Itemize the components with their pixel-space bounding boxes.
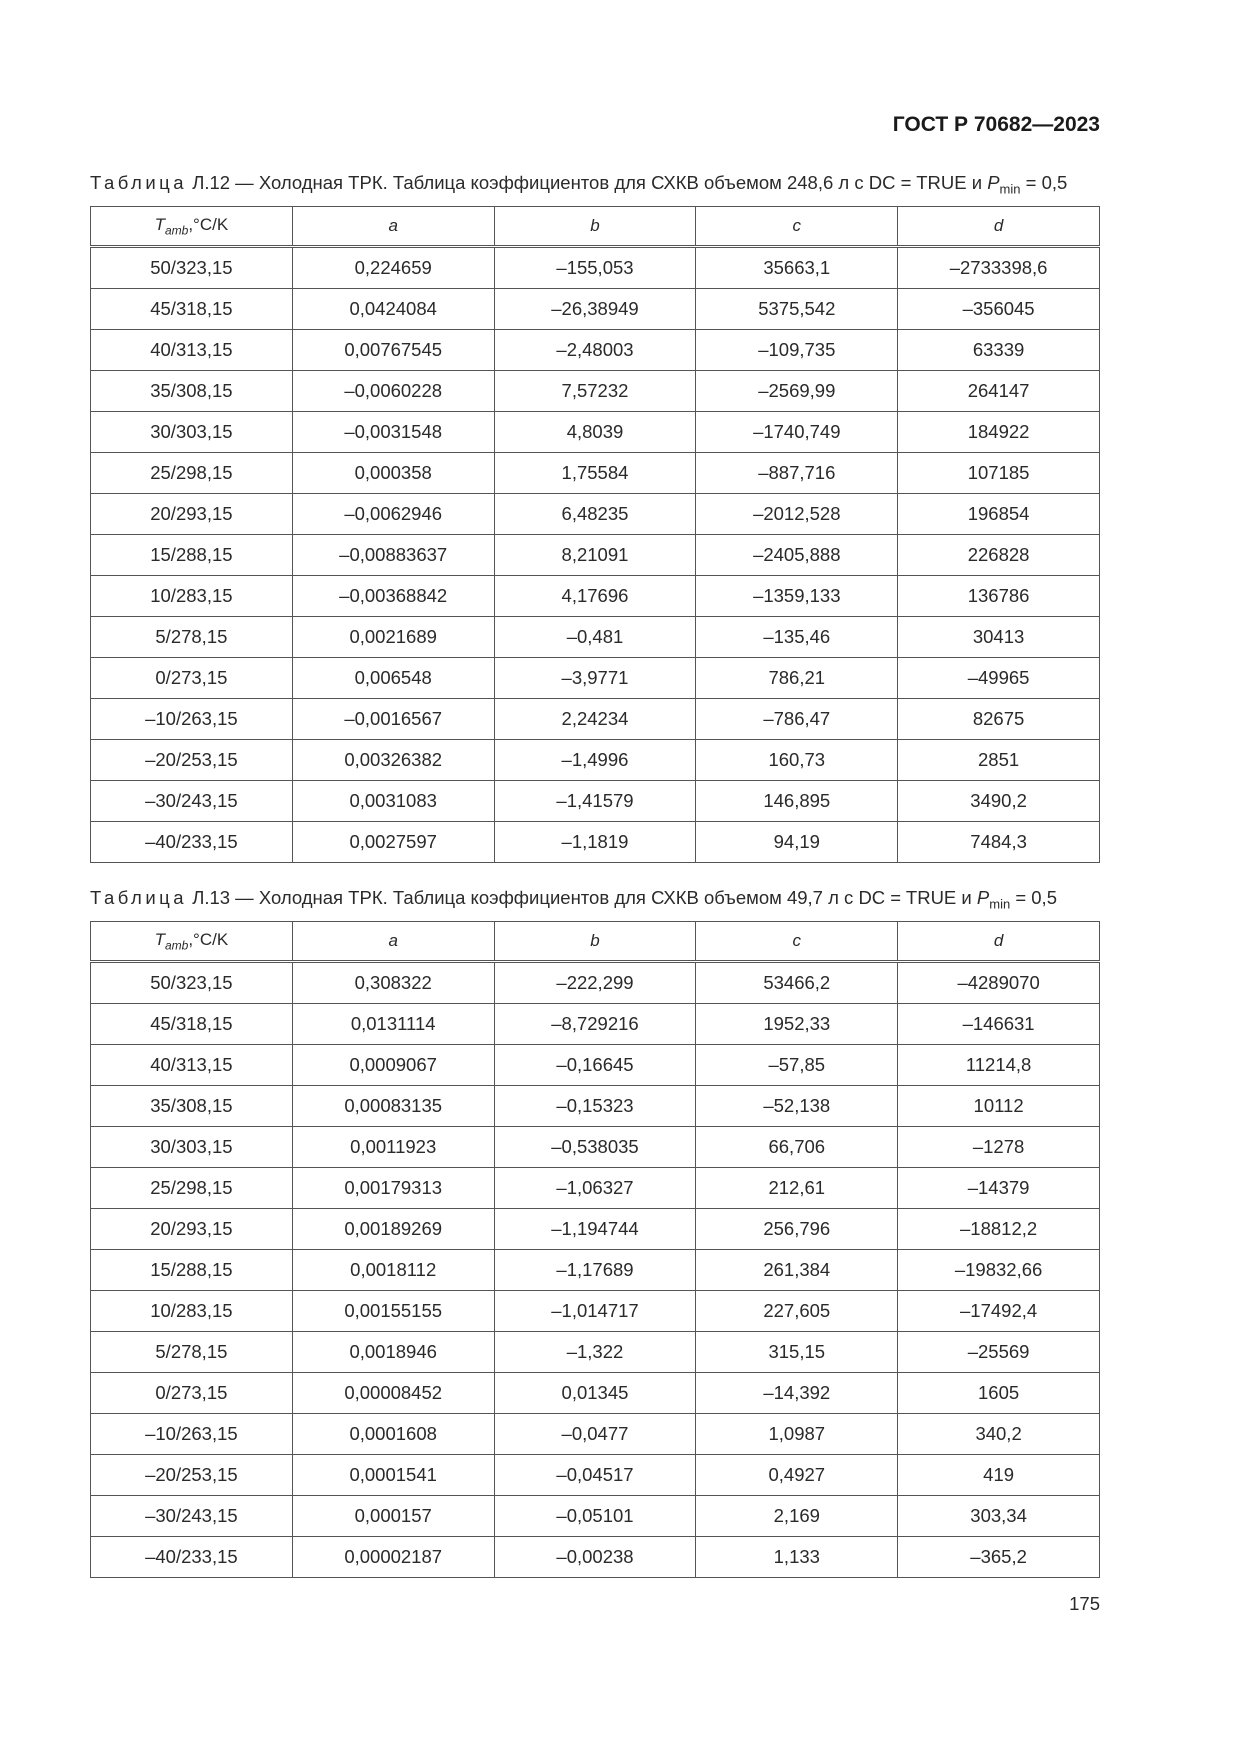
table-row: [91, 1291, 1100, 1332]
table2-caption-sub: min: [989, 896, 1011, 912]
table-cell: –0,00368842: [292, 576, 494, 617]
table-cell: 1605: [898, 1373, 1100, 1414]
table-row: [91, 330, 1100, 371]
table-cell: 0,0027597: [292, 822, 494, 863]
table-cell: 146,895: [696, 781, 898, 822]
table2-header-t-unit: ,°C/K: [188, 929, 229, 949]
table-cell: –1,014717: [494, 1291, 696, 1332]
table2-caption-text: Л.13 — Холодная ТРК. Таблица коэффициентов для СХКВ объемом 49,7 л с DC = TRUE и: [192, 887, 977, 908]
table1-caption-prefix: Таблица: [90, 172, 188, 193]
table2-header-c: c: [696, 922, 898, 962]
table-cell: 63339: [898, 330, 1100, 371]
table-cell: 53466,2: [696, 962, 898, 1004]
table1-caption-text: Л.12 — Холодная ТРК. Таблица коэффициентов для СХКВ объемом 248,6 л с DC = TRUE и: [192, 172, 988, 193]
table-cell: 30/303,15: [91, 412, 293, 453]
table-cell: –20/253,15: [91, 1455, 293, 1496]
table-cell: –887,716: [696, 453, 898, 494]
table-cell: 786,21: [696, 658, 898, 699]
table-cell: 0,0018112: [292, 1250, 494, 1291]
table2-header-t-sub: amb: [164, 938, 189, 953]
table-cell: 0,0021689: [292, 617, 494, 658]
table-row: [91, 412, 1100, 453]
table-cell: 256,796: [696, 1209, 898, 1250]
table-cell: –0,0477: [494, 1414, 696, 1455]
table-cell: –0,00883637: [292, 535, 494, 576]
table-cell: 8,21091: [494, 535, 696, 576]
table-cell: –3,9771: [494, 658, 696, 699]
table-cell: 212,61: [696, 1168, 898, 1209]
table-cell: –0,0031548: [292, 412, 494, 453]
table1-header-t-symbol: T: [154, 214, 165, 234]
table-cell: 0/273,15: [91, 658, 293, 699]
table-cell: 0,0424084: [292, 289, 494, 330]
table2-header-d: d: [898, 922, 1100, 962]
table-cell: 0,006548: [292, 658, 494, 699]
table-cell: –1740,749: [696, 412, 898, 453]
table-cell: 264147: [898, 371, 1100, 412]
table1-caption-tail: = 0,5: [1020, 172, 1068, 193]
table-cell: 5/278,15: [91, 617, 293, 658]
table-cell: 6,48235: [494, 494, 696, 535]
table-row: [91, 658, 1100, 699]
table-cell: –0,0060228: [292, 371, 494, 412]
table-cell: –135,46: [696, 617, 898, 658]
table-cell: 11214,8: [898, 1045, 1100, 1086]
table-cell: –109,735: [696, 330, 898, 371]
table-cell: 184922: [898, 412, 1100, 453]
table-row: [91, 453, 1100, 494]
table-row: [91, 822, 1100, 863]
table-cell: –10/263,15: [91, 1414, 293, 1455]
table-cell: –10/263,15: [91, 699, 293, 740]
document-code: ГОСТ Р 70682—2023: [892, 113, 1100, 136]
table-cell: 0,308322: [292, 962, 494, 1004]
table-cell: 196854: [898, 494, 1100, 535]
table-cell: 0,00767545: [292, 330, 494, 371]
table-cell: –8,729216: [494, 1004, 696, 1045]
table-cell: 0,0009067: [292, 1045, 494, 1086]
table1-caption: [90, 172, 1067, 197]
table-cell: 2,24234: [494, 699, 696, 740]
table-cell: 0,00008452: [292, 1373, 494, 1414]
table-row: [91, 1168, 1100, 1209]
table-cell: 0,01345: [494, 1373, 696, 1414]
table-cell: 0,00155155: [292, 1291, 494, 1332]
table-row: [91, 289, 1100, 330]
table-row: [91, 1414, 1100, 1455]
table-row: [91, 1045, 1100, 1086]
table-cell: 0,00189269: [292, 1209, 494, 1250]
table-cell: 4,8039: [494, 412, 696, 453]
table-cell: –0,16645: [494, 1045, 696, 1086]
table-cell: –2,48003: [494, 330, 696, 371]
table2-caption: [90, 887, 1057, 912]
table-cell: –57,85: [696, 1045, 898, 1086]
table2-caption-p: P: [976, 887, 990, 908]
table-cell: –30/243,15: [91, 1496, 293, 1537]
table-cell: –19832,66: [898, 1250, 1100, 1291]
table-cell: –1359,133: [696, 576, 898, 617]
table-cell: 226828: [898, 535, 1100, 576]
table2-header-b: b: [494, 922, 696, 962]
table-row: [91, 576, 1100, 617]
table1-header-b: b: [494, 207, 696, 247]
table-cell: –0,05101: [494, 1496, 696, 1537]
table-cell: 227,605: [696, 1291, 898, 1332]
table-row: [91, 1373, 1100, 1414]
table1-header-t-unit: ,°C/K: [188, 214, 229, 234]
table-cell: –20/253,15: [91, 740, 293, 781]
table-cell: –222,299: [494, 962, 696, 1004]
table-cell: 136786: [898, 576, 1100, 617]
table-cell: 0,00002187: [292, 1537, 494, 1578]
table-cell: –52,138: [696, 1086, 898, 1127]
table-cell: –0,0062946: [292, 494, 494, 535]
table-row: [91, 962, 1100, 1004]
table-cell: 30/303,15: [91, 1127, 293, 1168]
table-cell: –1,06327: [494, 1168, 696, 1209]
table-cell: –786,47: [696, 699, 898, 740]
table2-header-t-symbol: T: [154, 929, 165, 949]
table-cell: –0,00238: [494, 1537, 696, 1578]
table1-header-a: a: [292, 207, 494, 247]
table-cell: –14,392: [696, 1373, 898, 1414]
table-row: [91, 781, 1100, 822]
table-cell: 7,57232: [494, 371, 696, 412]
table-cell: –1,322: [494, 1332, 696, 1373]
table-cell: 3490,2: [898, 781, 1100, 822]
table-cell: 107185: [898, 453, 1100, 494]
table-cell: 303,34: [898, 1496, 1100, 1537]
table-cell: –30/243,15: [91, 781, 293, 822]
table-row: [91, 1086, 1100, 1127]
table-cell: –1,4996: [494, 740, 696, 781]
table-cell: 5375,542: [696, 289, 898, 330]
table-cell: –14379: [898, 1168, 1100, 1209]
table-cell: 4,17696: [494, 576, 696, 617]
table-cell: 45/318,15: [91, 289, 293, 330]
table-cell: 40/313,15: [91, 1045, 293, 1086]
table-cell: 15/288,15: [91, 535, 293, 576]
table-row: [91, 371, 1100, 412]
table-cell: 0,224659: [292, 247, 494, 289]
table-cell: 25/298,15: [91, 1168, 293, 1209]
table-cell: 0,0001541: [292, 1455, 494, 1496]
table-cell: 1,133: [696, 1537, 898, 1578]
table-cell: 7484,3: [898, 822, 1100, 863]
table-row: [91, 247, 1100, 289]
table-cell: 94,19: [696, 822, 898, 863]
table-cell: –0,0016567: [292, 699, 494, 740]
table-cell: –146631: [898, 1004, 1100, 1045]
table-cell: –1278: [898, 1127, 1100, 1168]
table-row: [91, 1209, 1100, 1250]
table-row: [91, 1455, 1100, 1496]
table-cell: 10/283,15: [91, 1291, 293, 1332]
table1-header-c: c: [696, 207, 898, 247]
table-cell: –2569,99: [696, 371, 898, 412]
table-cell: –0,04517: [494, 1455, 696, 1496]
table-cell: –2733398,6: [898, 247, 1100, 289]
table2-caption-tail: = 0,5: [1010, 887, 1057, 908]
table1-caption-sub: min: [999, 181, 1021, 197]
table-cell: 160,73: [696, 740, 898, 781]
table-cell: –2405,888: [696, 535, 898, 576]
table-cell: 340,2: [898, 1414, 1100, 1455]
table-cell: 0,000157: [292, 1496, 494, 1537]
table-cell: 35/308,15: [91, 1086, 293, 1127]
table-cell: –1,194744: [494, 1209, 696, 1250]
table-cell: 25/298,15: [91, 453, 293, 494]
table1-header-d: d: [898, 207, 1100, 247]
table-cell: 82675: [898, 699, 1100, 740]
table-cell: 1952,33: [696, 1004, 898, 1045]
table-row: [91, 1332, 1100, 1373]
table-cell: 315,15: [696, 1332, 898, 1373]
table-cell: 261,384: [696, 1250, 898, 1291]
table1: [90, 206, 1100, 863]
table-row: [91, 617, 1100, 658]
table-cell: –1,17689: [494, 1250, 696, 1291]
table-cell: 0,00083135: [292, 1086, 494, 1127]
table1-header-t: [91, 207, 293, 247]
table-cell: –356045: [898, 289, 1100, 330]
table-cell: –40/233,15: [91, 1537, 293, 1578]
table-cell: 40/313,15: [91, 330, 293, 371]
table-cell: 20/293,15: [91, 1209, 293, 1250]
table2-header-a: a: [292, 922, 494, 962]
table-cell: 0,00326382: [292, 740, 494, 781]
table2-caption-prefix: Таблица: [90, 887, 188, 908]
table2: [90, 921, 1100, 1578]
table-row: [91, 494, 1100, 535]
table-cell: –155,053: [494, 247, 696, 289]
table-cell: 35/308,15: [91, 371, 293, 412]
table-row: [91, 1537, 1100, 1578]
table-cell: –26,38949: [494, 289, 696, 330]
table1-header-t-sub: amb: [164, 223, 189, 238]
table-row: [91, 535, 1100, 576]
table-cell: 0,0131114: [292, 1004, 494, 1045]
table-row: [91, 1250, 1100, 1291]
table-cell: –2012,528: [696, 494, 898, 535]
table-cell: 50/323,15: [91, 247, 293, 289]
table-cell: –0,15323: [494, 1086, 696, 1127]
table-cell: 419: [898, 1455, 1100, 1496]
table-cell: 10/283,15: [91, 576, 293, 617]
table-cell: –1,41579: [494, 781, 696, 822]
table-cell: 30413: [898, 617, 1100, 658]
table-cell: 0,0018946: [292, 1332, 494, 1373]
table-cell: 0,0011923: [292, 1127, 494, 1168]
table-cell: 0/273,15: [91, 1373, 293, 1414]
table-cell: 50/323,15: [91, 962, 293, 1004]
table-row: [91, 1127, 1100, 1168]
table-cell: 1,0987: [696, 1414, 898, 1455]
table-cell: 0,4927: [696, 1455, 898, 1496]
table-cell: 15/288,15: [91, 1250, 293, 1291]
table-cell: 1,75584: [494, 453, 696, 494]
table-cell: 0,00179313: [292, 1168, 494, 1209]
table2-header-t: [91, 922, 293, 962]
table1-caption-p: P: [987, 172, 1000, 193]
table-cell: 45/318,15: [91, 1004, 293, 1045]
table-cell: –1,1819: [494, 822, 696, 863]
table-cell: 2851: [898, 740, 1100, 781]
table-cell: –4289070: [898, 962, 1100, 1004]
table-cell: –17492,4: [898, 1291, 1100, 1332]
page-number: 175: [1069, 1593, 1100, 1614]
table-cell: –0,481: [494, 617, 696, 658]
table-cell: –365,2: [898, 1537, 1100, 1578]
table-cell: –40/233,15: [91, 822, 293, 863]
table-cell: 0,000358: [292, 453, 494, 494]
table-cell: –25569: [898, 1332, 1100, 1373]
table-cell: 20/293,15: [91, 494, 293, 535]
table-cell: 0,0031083: [292, 781, 494, 822]
table-row: [91, 740, 1100, 781]
table-cell: 10112: [898, 1086, 1100, 1127]
table-cell: 35663,1: [696, 247, 898, 289]
table-row: [91, 1004, 1100, 1045]
table-row: [91, 1496, 1100, 1537]
table-cell: 66,706: [696, 1127, 898, 1168]
table-cell: 0,0001608: [292, 1414, 494, 1455]
table-cell: 2,169: [696, 1496, 898, 1537]
table-cell: –18812,2: [898, 1209, 1100, 1250]
table-cell: –49965: [898, 658, 1100, 699]
table-cell: 5/278,15: [91, 1332, 293, 1373]
table-row: [91, 699, 1100, 740]
table-cell: –0,538035: [494, 1127, 696, 1168]
